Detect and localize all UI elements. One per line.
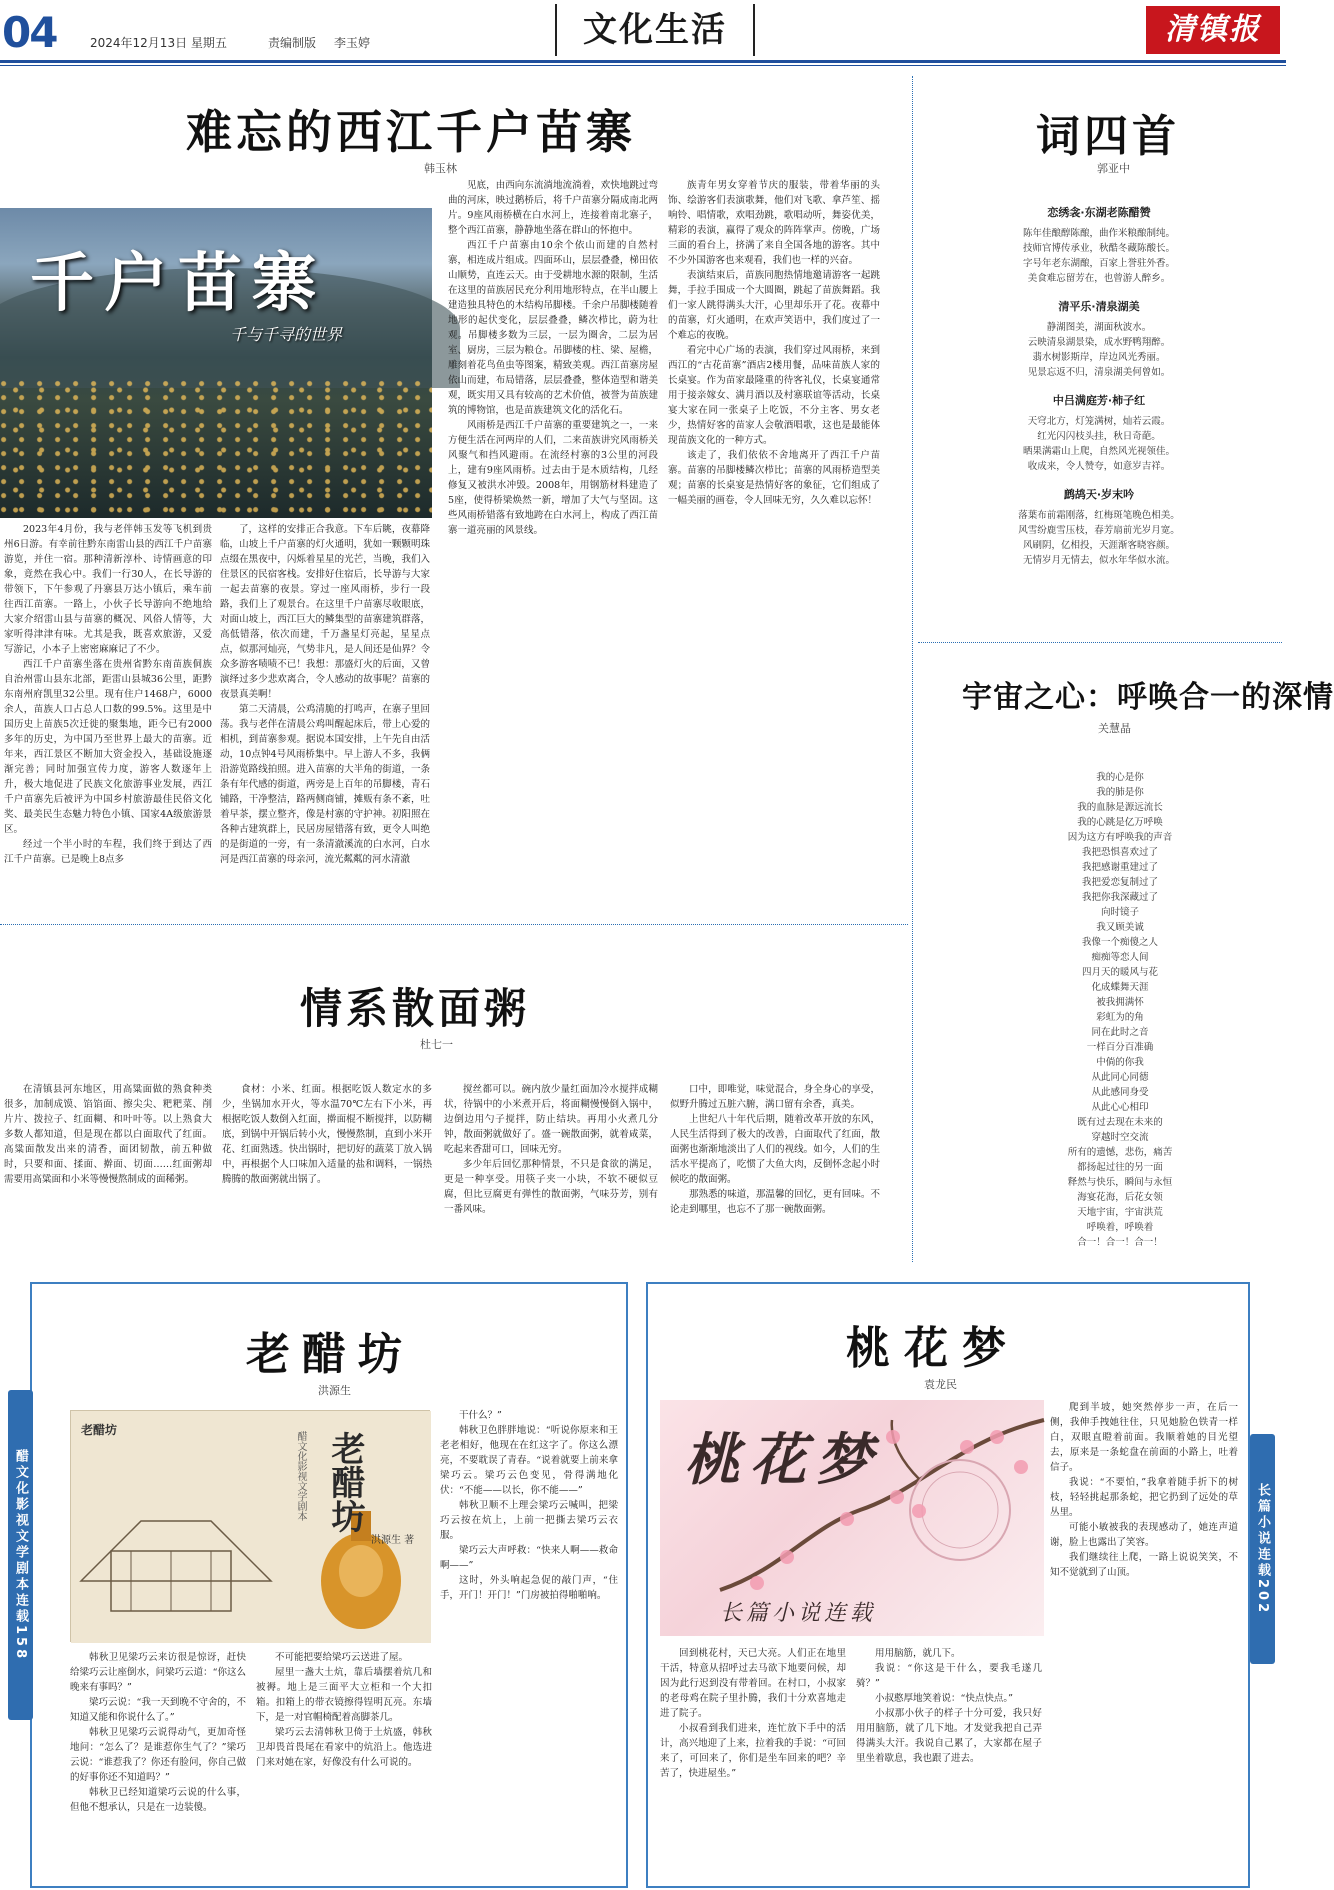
paragraph: 风雨桥是西江千户苗寨的重要建筑之一，一来方便生活在河两岸的人们，二来苗族讲究风雨桥关风聚气和挡风避雨。在流经村寨的3公里的河段上，建有9座风雨桥。过去由于是木质结构，几经修复又被洪水冲毁。2008年，用钢筋材料建造了5座，使得桥梁焕然一新，增加了大气与坚固。这些风雨桥错落有致地跨在白水河上，构成了西江苗寨一道亮丽的风景线。 (448, 420, 658, 536)
cosmic-poem-line: 所有的遗憾，悲伤，痛苦 (1067, 1147, 1173, 1158)
cosmic-poem-line: 我的肺是你 (1096, 787, 1144, 798)
poems-block (924, 204, 1274, 568)
cosmic-poem-line: 彩虹为的角 (1096, 1012, 1144, 1023)
paragraph: 这时，外头响起急促的敲门声，“住手，开门！开门！”门房被拍得啪啪响。 (440, 1575, 618, 1601)
article-title-porridge: 情系散面粥 (300, 984, 531, 1033)
laocufang-series-tag: 醋文化影视文学剧本连载158 (8, 1390, 33, 1720)
cosmic-poem-line: 被我拥满怀 (1096, 997, 1144, 1008)
image-title: 桃花梦 (684, 1427, 882, 1493)
cosmic-poem-line: 化成蝶舞天涯 (1091, 982, 1149, 993)
cosmic-poem-line: 因为这方有呼唤我的声音 (1067, 832, 1173, 843)
porridge-column-4 (670, 1082, 880, 1262)
book-corner-title: 老醋坊 (81, 1423, 118, 1437)
page-number: 04 (2, 8, 57, 57)
column-divider (912, 76, 913, 1262)
cosmic-poem-line: 向时镜子 (1100, 907, 1139, 918)
paragraph: 梁巧云说：“我一天到晚不守舍的，不知道又能和你说什么了。” (70, 1697, 246, 1723)
paragraph: 我们继续往上爬，一路上说说笑笑，不知不觉就到了山顶。 (1050, 1552, 1238, 1578)
paragraph: 西江千户苗寨由10余个依山而建的自然村寨，相连成片组成。四面环山，层层叠叠，梯田依山顺势，直连云天。由于受耕地水源的限制，生活在这里的苗族居民充分利用地形特点，在半山腰上建造独具特色的木结构吊脚楼。千余户吊脚楼随着地形的起伏变化，层层叠叠，鳞次栉比，蔚为壮观。吊脚楼多数为三层，一层为圈舍，二层为居室、厨房，三层为粮仓。吊脚楼的柱、梁、屋檐，雕刻着花鸟鱼虫等图案，精致美观。西江苗寨房屋依山而建，布局错落，层层叠叠，整体造型和谐美观，既实用又具有较高的艺术价值，被誉为苗族建筑的博物馆，也是苗族建筑文化的活化石。 (448, 240, 658, 416)
poem-line: 陈年佳酿醇陈酿，曲作米粮酿制纯。 (1022, 228, 1175, 239)
cosmic-poem-line: 中倘的你我 (1096, 1057, 1144, 1068)
poem-line: 翡水树影斯岸，岸边风光秀丽。 (1032, 352, 1166, 363)
section-divider (0, 924, 908, 925)
paragraph: 食材：小米、红面。根据吃饭人数定水的多少，坐锅加水开火，等水温70℃左右下小米，再根据吃饭人数倒入红面，擀面棍不断搅拌，以防糊底，到锅中开锅后转小火，慢慢熬制，直到小米开花、红面熟透。快出锅时，把切好的蔬菜丁放入锅中，再根据个人口味加入适量的盐和调料，一锅热腾腾的散面粥就出锅了。 (222, 1084, 432, 1185)
paragraph: 经过一个半小时的车程，我们终于到达了西江千户苗寨。已是晚上8点多 (4, 839, 212, 865)
cosmic-poem-line: 从此感同身受 (1091, 1087, 1149, 1098)
article-title-taohuameng: 桃花梦 (846, 1323, 1020, 1374)
cosmic-poem-line: 我把恐惧喜欢过了 (1081, 847, 1158, 858)
paragraph: 第二天清晨，公鸡清脆的打鸣声，在寨子里回荡。我与老伴在清晨公鸡叫醒起床后，带上心爱的相机，到苗寨参观。据说本国安排，上午先自由活动，10点钟4号风雨桥集中。早上游人不多，我俩沿游览路线拍照。进入苗寨的大半角的街道，一条条有年代感的街道，两旁是上百年的吊脚楼，青石铺路，干净整洁，路两侧商铺，摊贩有条不紊，吐着早茶，摆立整齐，像是村寨的守护神。初阳照在各种古建筑群上，民居房屋错落有致，更令人叫绝的是街道的一旁，有一条清澈溪流的白水河，白水河是西江苗寨的母亲河，流光粼粼的河水清澈 (220, 704, 430, 865)
cosmic-poem-title: 宇宙之心：呼唤合一的深情 (962, 680, 1334, 715)
article-title-laocufang: 老醋坊 (246, 1329, 414, 1380)
cosmic-poem-line: 我把你我深藏过了 (1081, 892, 1158, 903)
paragraph: 口中，即唯觉，味觉混合，身全身心的享受，似野升腾过五脏六腑，满口留有余香，真美。 (670, 1084, 880, 1110)
cosmic-poem-line: 痴痴等恋人间 (1091, 952, 1149, 963)
article-column-4 (668, 178, 880, 920)
poem-line: 收成来，令人赞夸，如意岁吉祥。 (1027, 461, 1171, 472)
paragraph: 韩秋卫顺不上理会梁巧云喊叫，把梁巧云按在炕上，上前一把撕去梁巧云衣服。 (440, 1500, 618, 1541)
paragraph: 韩秋卫已经知道梁巧云说的什么事，但他不想承认，只是在一边装傻。 (70, 1787, 246, 1813)
cosmic-poem-line: 我的心跳是亿万呼唤 (1077, 817, 1163, 828)
book-cover-title: 老醋坊 (325, 1431, 365, 1533)
cosmic-poem-line: 既有过去现在未来的 (1077, 1117, 1163, 1128)
cosmic-poem-line: 合一！合一！合一！ (1077, 1237, 1163, 1248)
paragraph: 2023年4月份，我与老伴韩玉发等飞机到贵州6日游。有幸前往黔东南雷山县的西江千户苗寨游览，并住一宿。那种清新淳朴、诗情画意的印象，竟然在我心中。我们一行30人，在长导游的带领下，下午参观了丹寨县万达小镇后，乘车前往西江苗寨。一路上，小伙子长导游向不绝地给大家介绍雷山县与苗寨的概况、风俗人情等，大家听得津津有味。尤其是我，既喜欢旅游，又爱写游记，小本子上密密麻麻记了不少。 (4, 524, 212, 655)
paragraph: 多少年后回忆那种情景，不只是食欲的满足，更是一种享受。用筷子夹一小块，不软不硬似豆腐，但比豆腐更有弹性的散面粥，气味芬芳，别有一番风味。 (444, 1159, 658, 1215)
paragraph: 上世纪八十年代后期，随着改革开放的东风，人民生活得到了极大的改善，白面取代了红面，散面粥也渐渐地淡出了人们的视线。如今，人们的生活水平提高了，吃惯了大鱼大肉，反倒怀念起小时候吃的散面粥。 (670, 1114, 880, 1185)
cosmic-poem-line: 海宴花海，后花女领 (1077, 1192, 1163, 1203)
editor-label: 责编制版 (268, 36, 317, 50)
paragraph: 族青年男女穿着节庆的服装，带着华丽的头饰、绘游客们表演歌舞，他们对飞歌、拿芦笙、摇响铃、唱情歌，欢唱劲跳，歌唱动听，舞姿优美，精彩的表演，赢得了观众的阵阵掌声。傍晚，广场三面的看台上，挤满了来自全国各地的游客。其中不少外国游客也来观看，我们也一样的兴奋。 (668, 180, 880, 266)
cosmic-poem-line: 我的血脉是源远流长 (1077, 802, 1163, 813)
cosmic-poem-line: 一样百分百准确 (1086, 1042, 1154, 1053)
poem-line: 技师官博传承业，秋酷冬藏陈酸长。 (1022, 243, 1175, 254)
poems-title: 词四首 (1036, 111, 1180, 162)
cosmic-poem-line: 穿越时空交流 (1091, 1132, 1149, 1143)
poem-line: 云映清泉湖景染，成水野鸭翔醉。 (1027, 337, 1171, 348)
paragraph: 小叔憨厚地笑着说：“快点快点。” (875, 1693, 1013, 1704)
article-title-xijiang: 难忘的西江千户苗寨 (186, 105, 636, 159)
poem-title: 中吕满庭芳·柿子红 (1052, 394, 1146, 407)
poem-title: 恋绣衾·东湖老陈醋赞 (1047, 206, 1151, 219)
paragraph: 小叔那小伙子的样子十分可爱，我只好用用脑筋，就了几下地。才发觉我把自己弄得满头大汗。我说自己累了，大家都在屋子里坐着歇息，我也跟了进去。 (856, 1708, 1042, 1764)
poem-line: 美食难忘留芳在，也曾游人醉乡。 (1027, 273, 1171, 284)
cosmic-poem-line: 从此同心同德 (1091, 1072, 1149, 1083)
paragraph: 爬到半坡，她突然停步一声，在后一侧，我伸手拽她往住，只见她脸色铁青一样白，双眼直瞪着前面。我顺着她的目光望去，原来是一条蛇盘在前面的小路上，吐着信子。 (1050, 1402, 1238, 1473)
paragraph: 了，这样的安排正合我意。下车后眺，夜幕降临，山坡上千户苗寨的灯火通明，犹如一颗颗明珠点缀在黑夜中，闪烁着星星的光芒，当晚，我们入住景区的民宿客栈。安排好住宿后，长导游与大家一起去苗寨的夜景。穿过一座风雨桥，步行一段路，我们上了观景台。在这里千户苗寨尽收眼底，对面山坡上，西江巨大的鳞集型的苗寨建筑群落，高低错落，依次而建，千万盏星灯亮起，星星点点，似那河灿亮，气势非凡，是人间还是仙界？令众多游客啧啧不已！我想：那盛灯火的后面，又曾演绎过多少悲欢离合，令人感动的故事呢？苗寨的夜景真美啊！ (220, 524, 430, 700)
cosmic-poem-line: 我把爱恋复制过了 (1081, 877, 1158, 888)
cosmic-poem-line: 四月天的暖风与花 (1081, 967, 1158, 978)
cosmic-poem-line: 天地宇宙，宇宙洪荒 (1077, 1207, 1163, 1218)
poem-line: 风刷阴，亿相投，天涯渐客晓容颜。 (1022, 540, 1175, 551)
paragraph: 搅丝都可以。碗内放少量红面加冷水搅拌成糊状，待锅中的小米煮开后，将面糊慢慢倒入锅中，边倒边用勺子搅拌，防止结块。再用小火煮几分钟，散面粥就做好了。盛一碗散面粥，就着咸菜，吃起来香甜可口，回味无穷。 (444, 1084, 658, 1155)
cosmic-poem-body (1010, 770, 1230, 1250)
paragraph: 该走了，我们依依不舍地离开了西江千户苗寨。苗寨的吊脚楼鳞次栉比；苗寨的风雨桥造型美观；苗寨的长桌宴是热情好客的象征，它们组成了一幅美丽的画卷，令人回味无穷，久久难以忘怀！ (668, 450, 880, 506)
paragraph: 屋里一盏大土炕，靠后墙摆着炕几和被褥。地上是三面平大立柜和一个大扣箱。扣箱上的带衣镜擦得锃明瓦亮。东墙下，是一对官帽椅配着高脚茶几。 (256, 1667, 432, 1723)
paragraph: 在清镇县河东地区，用高粱面做的熟食种类很多，加制成馍、馅馅面、擦尖尖、粑粑菜、削片片、拨拉子、红面糊、和叶叶等。以上熟食大多数人都知道，但是现在都以白面取代了红面。高粱面散发出来的清香，面团韧散，前五种做时，只要和面、揉面、擀面、切面……红面粥却需要用高粱面和小米等慢慢熬制成的面稀粥。 (4, 1084, 212, 1185)
paragraph: 干什么？” (459, 1410, 502, 1421)
cosmic-poem-line: 都扬起过往的另一面 (1077, 1162, 1163, 1173)
photo-subtitle: 千与千寻的世界 (230, 325, 343, 344)
laocufang-column-2 (256, 1650, 432, 1876)
poem-line: 天穹北方，灯笼满树，灿若云霞。 (1027, 416, 1171, 427)
article-author-xijiang: 韩玉林 (424, 162, 457, 175)
paragraph: 我说：“你这是干什么，要我毛遂几骑？” (856, 1663, 1042, 1689)
section-divider (918, 642, 1282, 643)
book-cover-illustration (71, 1411, 431, 1643)
cosmic-poem-line: 我又顾美诚 (1096, 922, 1144, 933)
laocufang-column-1 (70, 1650, 246, 1876)
paragraph: 韩秋卫见梁巧云说得动气，更加奇怪地问：“怎么了？是谁惹你生气了？”梁巧云说：“谁惹我了？你还有脸问，你自己做的好事你还不知道吗？” (70, 1727, 246, 1783)
cosmic-poem-line: 从此心心相印 (1091, 1102, 1149, 1113)
paragraph: 韩秋卫见梁巧云来访很是惊讶，赶快给梁巧云让座倒水，问梁巧云道：“你这么晚来有事吗？” (70, 1652, 246, 1693)
poem-line: 字号年老东湖酿，百家上誉驻外香。 (1022, 258, 1175, 269)
paragraph: 不可能把要给梁巧云送进了屋。 (275, 1652, 409, 1663)
paragraph: 小叔看到我们进来，连忙放下手中的活计，高兴地迎了上来，拉着我的手说：“可回来了，可回来了，你们是坐车回来的吧？辛苦了，快进屋坐。” (660, 1723, 846, 1779)
poems-author: 郭亚中 (1097, 162, 1130, 175)
photo-title: 千户苗寨 (30, 246, 326, 321)
poem-line: 无情岁月无情去，似水年华似水流。 (1022, 555, 1175, 566)
paragraph: 用用脑筋，就几下。 (875, 1648, 961, 1659)
cosmic-poem-author: 关慧晶 (1098, 722, 1131, 735)
cosmic-poem-line: 我的心是你 (1096, 772, 1144, 783)
book-cover-author: 洪源生 著 (371, 1535, 415, 1546)
issue-date: 2024年12月13日 星期五 (90, 36, 227, 50)
paragraph: 梁巧云去清韩秋卫倚于土炕盛，韩秋卫却畏首畏尾在看家中的炕沿上。他选进门来对她在家，好像没有什么可说的。 (256, 1727, 432, 1768)
paragraph: 我说：“不要怕，”我拿着随手折下的树枝，轻轻挑起那条蛇，把它扔到了远处的草丛里。 (1050, 1477, 1238, 1518)
article-author-taohuameng: 袁龙民 (924, 1378, 957, 1391)
article-column-1 (4, 522, 212, 920)
poem-line: 见景忘返不归，清泉湖美何曾如。 (1027, 367, 1171, 378)
paragraph: 看完中心广场的表演，我们穿过风雨桥，来到西江的“古花苗寨”酒店2楼用餐，品味苗族人家的长桌宴。作为苗家最隆重的待客礼仪，长桌宴通常用于接亲嫁女、满月酒以及村寨联谊等活动，长桌宴大家在同一张桌子上吃饭，不分主客、男女老少，热情好客的苗家人会敬酒唱歌，这也是最能体现苗族文化的一种方式。 (668, 345, 880, 446)
porridge-column-1 (4, 1082, 212, 1262)
taohuameng-column-3 (1050, 1400, 1238, 1876)
laocufang-column-3 (440, 1408, 618, 1848)
image-subtitle: 长篇小说连载 (720, 1601, 877, 1626)
section-title: 文化生活 (555, 4, 755, 56)
peach-blossom-image (660, 1400, 1044, 1636)
paragraph: 可能小敏被我的表现感动了，她连声道谢，脸上也露出了笑容。 (1050, 1522, 1238, 1548)
cosmic-poem-line: 我把感谢重建过了 (1081, 862, 1158, 873)
poem-line: 落葉布前霜刚落，红梅斑笔晚色相美。 (1018, 510, 1180, 521)
header-rule-thin (0, 65, 1286, 66)
cosmic-poem-line: 我像一个痴傻之人 (1081, 937, 1158, 948)
article-author-laocufang: 洪源生 (318, 1384, 351, 1397)
poem-line: 红光闪闪枝头挂，秋日奇葩。 (1037, 431, 1161, 442)
paragraph: 西江千户苗寨坐落在贵州省黔东南苗族侗族自治州雷山县东北部，距雷山县城36公里，距黔东南州府凯里32公里。现有住户1468户，6000余人，苗族人口占总人口数的99.5%。这里是中国历史上苗族5次迁徙的聚集地，距今已有2000多年的历史，为中国乃至世界上最大的苗寨。近年来，西江景区不断加大资金投入，基础设施逐渐完善；同时加强宣传力度，游客人数逐年上升，极大地促进了民族文化旅游事业发展，西江千户苗寨先后被评为中国乡村旅游最佳民俗文化奖、最美民生态魅力特色小镇、国家4A级旅游景区。 (4, 659, 212, 835)
taohuameng-series-tag: 长篇小说连载202 (1250, 1434, 1275, 1664)
editor-name: 李玉婷 (334, 36, 371, 50)
taohuameng-column-2 (856, 1646, 1042, 1876)
cosmic-poem-line: 释然与快乐，瞬间与永恒 (1067, 1177, 1173, 1188)
paragraph: 表演结束后，苗族同胞热情地邀请游客一起跳舞，手拉手围成一个大圆圈，跳起了苗族舞蹈。我们一家人跳得满头大汗，心里却乐开了花。夜幕中的苗寨，灯火通明，在欢声笑语中，我们度过了一个难忘的夜晚。 (668, 270, 880, 341)
book-cover-image (70, 1410, 430, 1642)
poem-title: 清平乐·清泉湖美 (1058, 300, 1140, 313)
book-cover-subtitle: 醋文化影视文学剧本 (295, 1431, 306, 1521)
poem-line: 静湖图美，湖面秋波水。 (1046, 322, 1152, 333)
poem-title: 鹧鸪天·岁末吟 (1063, 488, 1135, 501)
article-author-porridge: 杜七一 (420, 1038, 453, 1051)
porridge-column-2 (222, 1082, 432, 1262)
paragraph: 梁巧云大声呼救：“快来人啊——救命啊——” (440, 1545, 618, 1571)
porridge-column-3 (444, 1082, 658, 1262)
paragraph: 那熟悉的味道，那温馨的回忆，更有回味。不论走到哪里，也忘不了那一碗散面粥。 (670, 1189, 880, 1215)
article-column-2 (220, 522, 430, 920)
newspaper-logo: 清镇报 (1146, 6, 1280, 54)
cosmic-poem-line: 同在此时之音 (1091, 1027, 1149, 1038)
poem-line: 晒果满霜山上爬，自然风光视领佳。 (1022, 446, 1175, 457)
cosmic-poem-line: 呼唤着，呼唤着 (1086, 1222, 1154, 1233)
header-rule (0, 60, 1286, 63)
taohuameng-column-1 (660, 1646, 846, 1876)
paragraph: 回到桃花村，天已大亮。人们正在地里干活，特意从招呼过去马欲下地要问候，却因为此行迟到没有带着回。在村口，小叔家的老母鸡在院子里扑腾，我们十分欢喜地走进了院子。 (660, 1648, 846, 1719)
paragraph: 韩秋卫色胖胖地说：“听说你原来和王老老相好，他现在在红这字了。你这么漂亮，不要耽误了青春。“说着就要上前来拿梁巧云。梁巧云色变见，骨得满地化伏：“不能——以长，你不能——” (440, 1425, 618, 1496)
poem-line: 风雪纷鹿雪压枝，春芳扇前光岁月宽。 (1018, 525, 1180, 536)
masthead (0, 0, 1286, 60)
paragraph: 见底，由西向东流淌地流淌着，欢快地跳过弯曲的河床，映过鹅桥后，将千户苗寨分隔成南北两片。9座风雨桥横在白水河上，连接着南北寨子，整个西江苗寨，静静地坐落在群山的怀抱中。 (448, 180, 658, 236)
article-column-3 (448, 178, 658, 920)
